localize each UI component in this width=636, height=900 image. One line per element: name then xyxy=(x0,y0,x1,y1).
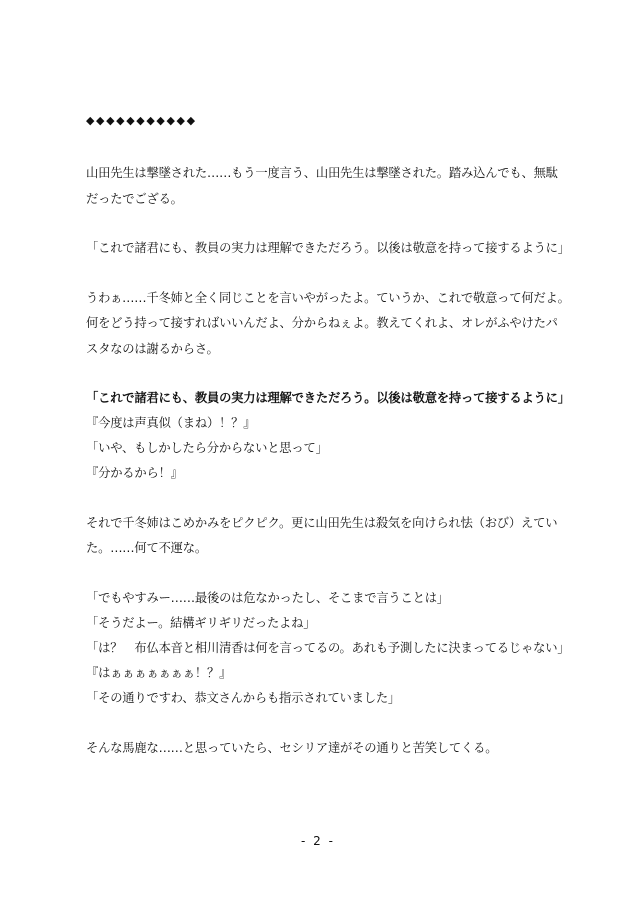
section-separator: ◆◆◆◆◆◆◆◆◆◆◆ xyxy=(86,114,197,127)
text-line: 山田先生は撃墜された……もう一度言う、山田先生は撃墜された。踏み込んでも、無駄 xyxy=(86,166,558,180)
text-line: た。……何て不運な。 xyxy=(86,541,207,555)
dialogue-line: 「でもやすみー……最後のは危なかったし、そこまで言うことは」 xyxy=(86,591,449,605)
dialogue-line: 『分かるから！』 xyxy=(86,466,183,480)
page-number: - 2 - xyxy=(301,834,335,848)
dialogue-line: 「その通りですわ、恭文さんからも指示されていました」 xyxy=(86,691,401,705)
dialogue-line: 「は？ 布仏本音と相川清香は何を言ってるの。あれも予測したに決まってるじゃない」 xyxy=(86,641,570,655)
text-line: うわぁ……千冬姉と全く同じことを言いやがったよ。ていうか、これで敬意って何だよ。 xyxy=(86,291,570,305)
dialogue-line: 『今度は声真似（まね）！？』 xyxy=(86,416,256,430)
dialogue-line: 「そうだよー。結構ギリギリだったよね」 xyxy=(86,616,316,630)
dialogue-line: 「これで諸君にも、教員の実力は理解できただろう。以後は敬意を持って接するように」 xyxy=(86,241,570,255)
dialogue-line: 『はぁぁぁぁぁぁぁ！？』 xyxy=(86,666,232,680)
text-line: それで千冬姉はこめかみをピクピク。更に山田先生は殺気を向けられ怯（おび）えてい xyxy=(86,516,558,530)
text-line: スタなのは謝るからさ。 xyxy=(86,342,219,356)
emphasized-dialogue-line: 「これで諸君にも、教員の実力は理解できただろう。以後は敬意を持って接するように」 xyxy=(86,391,570,405)
text-line: だったでござる。 xyxy=(86,192,183,206)
dialogue-line: 「いや、もしかしたら分からないと思って」 xyxy=(86,441,328,455)
text-line: 何をどう持って接すればいいんだよ、分からねぇよ。教えてくれよ、オレがふやけたパ xyxy=(86,316,558,330)
text-line: そんな馬鹿な……と思っていたら、セシリア達がその通りと苦笑してくる。 xyxy=(86,741,498,755)
